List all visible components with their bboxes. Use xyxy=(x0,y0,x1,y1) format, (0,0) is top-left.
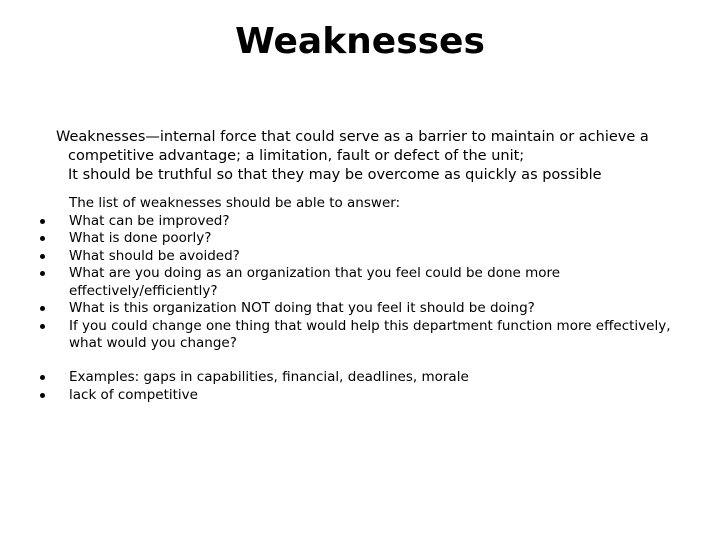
list-item-text: What should be avoided? xyxy=(69,247,240,264)
bullet-icon xyxy=(40,254,45,259)
examples-list xyxy=(40,369,680,404)
list-item-text: Examples: gaps in capabilities, financial, deadlines, morale xyxy=(69,369,469,385)
list-item-text: lack of competitive xyxy=(69,386,198,403)
definition-line-2: competitive advantage; a limitation, fault or defect of the unit; xyxy=(68,148,525,164)
list-item-text: What are you doing as an organization that you feel could be done more effectively/efficiently? xyxy=(69,265,561,299)
list-item-text: What is this organization NOT doing that you feel it should be doing? xyxy=(69,300,535,316)
list-item xyxy=(40,318,680,353)
bullet-icon xyxy=(40,306,45,311)
bullet-icon xyxy=(40,393,45,398)
list-item xyxy=(40,300,680,318)
list-item-text: What can be improved? xyxy=(69,212,230,229)
bullet-icon xyxy=(40,236,45,241)
list-item xyxy=(40,248,680,266)
list-item xyxy=(40,230,680,248)
list-item xyxy=(40,213,680,231)
list-item xyxy=(40,265,680,300)
questions-intro xyxy=(40,195,680,213)
list-item xyxy=(40,387,680,405)
list-item xyxy=(40,369,680,387)
list-item-text: What is done poorly? xyxy=(69,230,212,246)
definition-line-3: It should be truthful so that they may be overcome as quickly as possible xyxy=(68,167,602,183)
bullet-icon xyxy=(40,324,45,329)
slide-title: Weaknesses xyxy=(235,21,485,62)
bullet-icon xyxy=(40,219,45,224)
bullet-icon xyxy=(40,271,45,276)
definition-line-1: Weaknesses—internal force that could serve as a barrier to maintain or achieve a xyxy=(56,129,649,145)
questions-list xyxy=(40,195,680,353)
questions-intro-text: The list of weaknesses should be able to answer: xyxy=(69,195,401,211)
definition-paragraph xyxy=(56,128,696,185)
bullet-icon xyxy=(40,375,45,380)
list-item-text: If you could change one thing that would help this department function more effectively, what would you change? xyxy=(69,317,671,351)
